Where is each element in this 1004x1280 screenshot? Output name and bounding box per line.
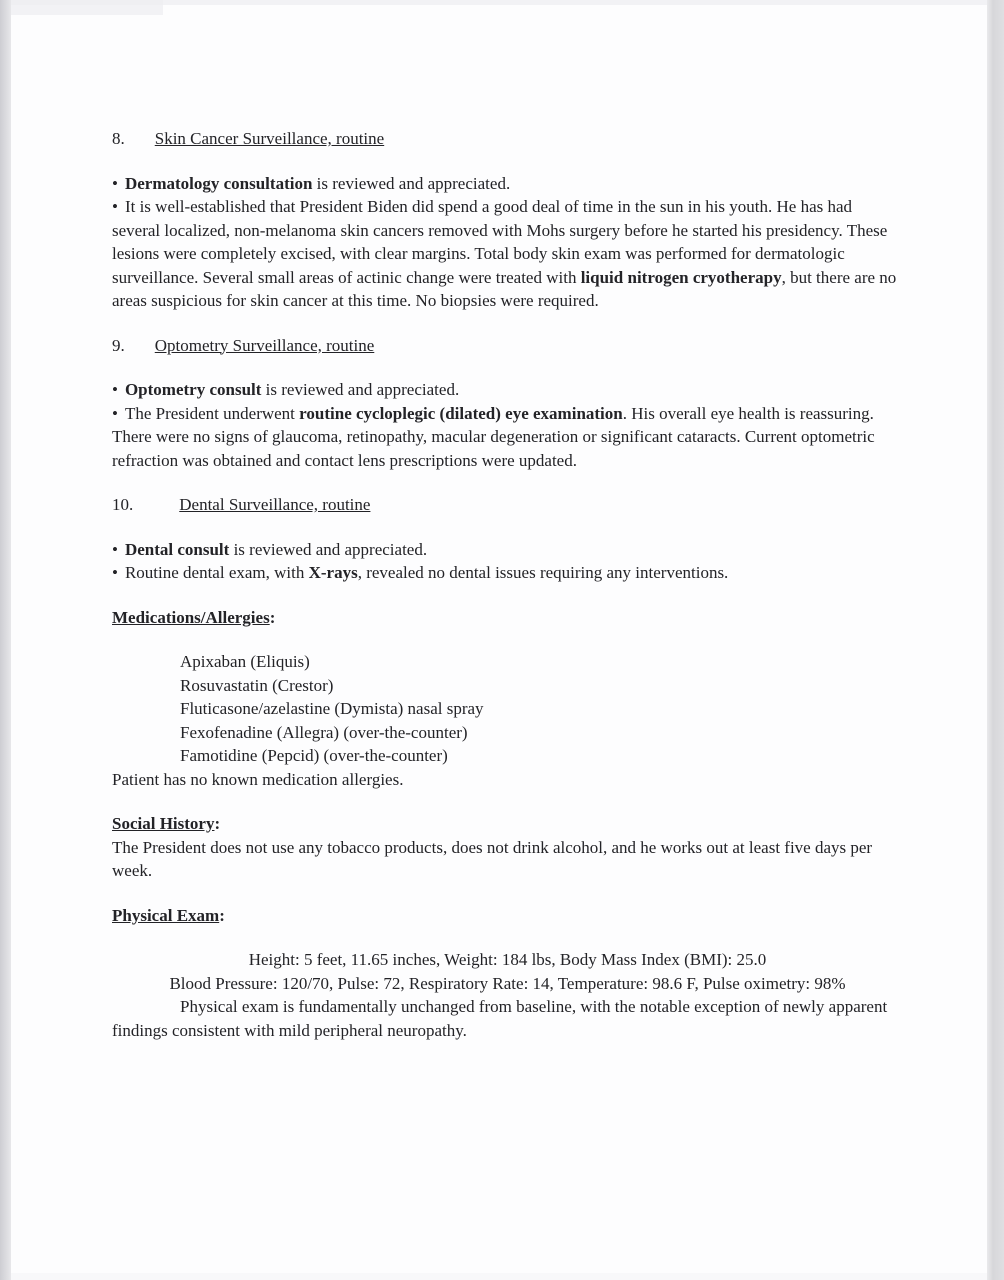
bullet-text: is reviewed and appreciated. <box>312 173 511 193</box>
section-9-title: Optometry Surveillance, routine <box>154 335 375 355</box>
medication-item: Fexofenadine (Allegra) (over-the-counter) <box>180 722 468 742</box>
medication-item: Rosuvastatin (Crestor) <box>180 675 334 695</box>
medications-heading-text: Medications/Allergies <box>112 607 270 627</box>
section-8-heading <box>112 127 903 151</box>
section-8-title: Skin Cancer Surveillance, routine <box>154 129 385 148</box>
heading-colon: : <box>219 905 225 925</box>
section-9-body <box>112 378 903 472</box>
bullet-bold-text: X-rays <box>308 563 358 582</box>
bullet-text: , revealed no dental issues requiring any interventions. <box>357 563 729 582</box>
bullet-icon: • <box>112 380 118 399</box>
section-8-body <box>112 172 903 313</box>
bullet-icon: • <box>112 197 118 216</box>
bullet-icon: • <box>112 539 118 559</box>
social-history-paragraph: The President does not use any tobacco products, does not drink alcohol, and he works out at least five days per week. <box>112 837 873 880</box>
scan-edge-left <box>0 0 11 1280</box>
bullet-text: The President underwent <box>124 403 300 423</box>
scan-edge-right <box>987 0 1004 1280</box>
bullet-text: Routine dental exam, with <box>124 563 309 582</box>
bullet-icon: • <box>112 563 118 582</box>
bullet-bold-text: Dental consult <box>124 539 230 559</box>
vitals-line-1: Height: 5 feet, 11.65 inches, Weight: 184 lbs, Body Mass Index (BMI): 25.0 <box>248 950 767 969</box>
bullet-icon: • <box>112 173 118 193</box>
social-history-heading-text: Social History <box>112 814 215 833</box>
section-9-heading <box>112 334 903 358</box>
physical-exam-heading <box>112 904 903 928</box>
section-10-title: Dental Surveillance, routine <box>179 495 371 514</box>
bullet-text: . His overall eye health is reassuring. There were no signs of glaucoma, retinopathy, macular degeneration or significant cataracts. Current optometric refraction was obtained and contact lens prescriptions were updated. <box>112 403 875 470</box>
vitals-line-2: Blood Pressure: 120/70, Pulse: 72, Respiratory Rate: 14, Temperature: 98.6 F, Pulse oximetry: 98% <box>169 973 846 993</box>
bullet-item <box>112 561 903 585</box>
vitals-block <box>112 948 903 995</box>
physical-exam-summary: Physical exam is fundamentally unchanged from baseline, with the notable exception of newly apparent findings consistent with mild peripheral neuropathy. <box>112 997 888 1040</box>
section-10-body <box>112 538 903 585</box>
bullet-text: It is well-established that President Biden did spend a good deal of time in the sun in his youth. He has had several localized, non-melanoma skin cancers removed with Mohs surgery before he started his presidency. These lesions were completely excised, with clear margins. Total body skin exam was performed for dermatologic surveillance. Several small areas of actinic change were treated with <box>112 197 888 287</box>
medication-item: Fluticasone/azelastine (Dymista) nasal spray <box>180 699 484 718</box>
allergy-note: Patient has no known medication allergies. <box>112 769 404 789</box>
heading-colon: : <box>214 814 221 833</box>
bullet-text: is reviewed and appreciated. <box>261 380 460 399</box>
bullet-text: , but there are no areas suspicious for skin cancer at this time. No biopsies were required. <box>112 267 897 310</box>
bullet-item <box>112 402 903 473</box>
bullet-item <box>112 195 903 313</box>
medication-item: Famotidine (Pepcid) (over-the-counter) <box>180 746 448 765</box>
scan-artifact <box>11 0 163 15</box>
medications-heading <box>112 606 903 630</box>
bullet-bold-text: routine cycloplegic (dilated) eye examination <box>299 403 623 423</box>
section-10-number: 10. <box>112 495 134 514</box>
bullet-bold-text: liquid nitrogen cryotherapy <box>580 267 782 287</box>
medication-list <box>180 650 903 768</box>
document-content <box>112 127 903 1042</box>
bullet-bold-text: Dermatology consultation <box>124 173 313 193</box>
bullet-bold-text: Optometry consult <box>124 380 262 399</box>
physical-exam-heading-text: Physical Exam <box>112 905 220 925</box>
bullet-item <box>112 172 903 196</box>
social-history-heading <box>112 812 903 836</box>
bullet-item <box>112 378 903 402</box>
scan-edge-bottom <box>11 1273 987 1280</box>
section-10-heading <box>112 493 903 517</box>
bullet-item <box>112 538 903 562</box>
bullet-text: is reviewed and appreciated. <box>229 539 428 559</box>
heading-colon: : <box>269 607 276 627</box>
section-9-number: 9. <box>112 335 125 355</box>
section-8-number: 8. <box>112 129 125 148</box>
bullet-icon: • <box>112 403 118 423</box>
medication-item: Apixaban (Eliquis) <box>180 652 310 671</box>
